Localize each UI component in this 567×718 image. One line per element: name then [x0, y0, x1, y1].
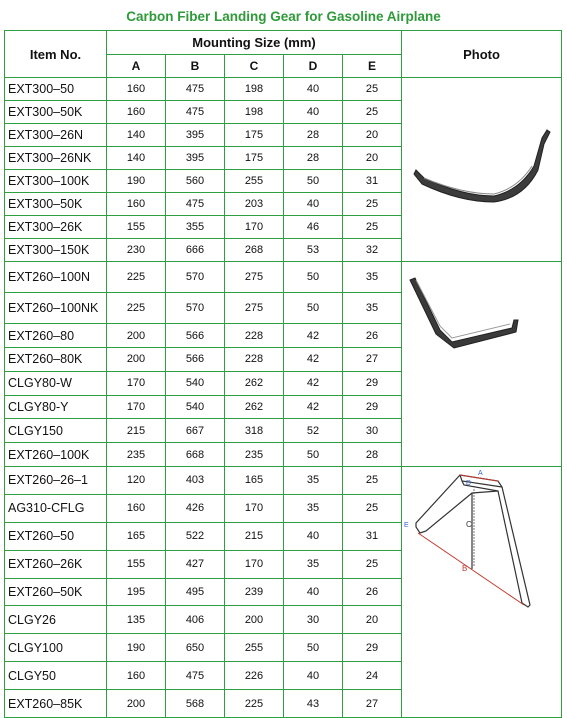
size-b-cell: 475 — [166, 101, 225, 124]
size-e-cell: 31 — [343, 170, 402, 193]
size-c-cell: 175 — [225, 124, 284, 147]
size-e-cell: 20 — [343, 606, 402, 634]
size-e-cell: 28 — [343, 443, 402, 467]
size-a-cell: 200 — [107, 690, 166, 718]
size-e-cell: 35 — [343, 293, 402, 324]
size-a-cell: 230 — [107, 239, 166, 262]
diagram-label-c: C — [466, 520, 472, 529]
header-col-a: A — [107, 55, 166, 78]
item-no-cell: EXT260–50K — [5, 578, 107, 606]
size-c-cell: 175 — [225, 147, 284, 170]
size-a-cell: 160 — [107, 494, 166, 522]
size-c-cell: 239 — [225, 578, 284, 606]
size-d-cell: 35 — [284, 467, 343, 495]
size-c-cell: 170 — [225, 216, 284, 239]
item-no-cell: EXT300–150K — [5, 239, 107, 262]
size-b-cell: 540 — [166, 371, 225, 395]
size-a-cell: 155 — [107, 216, 166, 239]
size-d-cell: 46 — [284, 216, 343, 239]
size-d-cell: 40 — [284, 522, 343, 550]
size-c-cell: 318 — [225, 419, 284, 443]
size-a-cell: 225 — [107, 262, 166, 293]
item-no-cell: EXT260–80K — [5, 347, 107, 371]
size-c-cell: 165 — [225, 467, 284, 495]
item-no-cell: EXT260–100K — [5, 443, 107, 467]
size-e-cell: 20 — [343, 124, 402, 147]
item-no-cell: CLGY100 — [5, 634, 107, 662]
size-c-cell: 200 — [225, 606, 284, 634]
diagram-label-d: D — [466, 480, 472, 487]
size-d-cell: 50 — [284, 443, 343, 467]
table-row — [5, 467, 562, 495]
size-b-cell: 475 — [166, 78, 225, 101]
size-a-cell: 225 — [107, 293, 166, 324]
photo-cell — [402, 262, 562, 467]
size-b-cell: 522 — [166, 522, 225, 550]
header-col-e: E — [343, 55, 402, 78]
dimension-line-b — [418, 533, 524, 605]
size-a-cell: 160 — [107, 101, 166, 124]
size-b-cell: 395 — [166, 147, 225, 170]
size-c-cell: 225 — [225, 690, 284, 718]
size-e-cell: 29 — [343, 371, 402, 395]
size-a-cell: 155 — [107, 550, 166, 578]
size-d-cell: 50 — [284, 293, 343, 324]
size-d-cell: 28 — [284, 147, 343, 170]
item-no-cell: EXT300–26N — [5, 124, 107, 147]
size-c-cell: 268 — [225, 239, 284, 262]
size-b-cell: 475 — [166, 662, 225, 690]
size-d-cell: 40 — [284, 578, 343, 606]
size-b-cell: 403 — [166, 467, 225, 495]
size-a-cell: 135 — [107, 606, 166, 634]
size-c-cell: 228 — [225, 347, 284, 371]
size-c-cell: 255 — [225, 170, 284, 193]
size-a-cell: 235 — [107, 443, 166, 467]
size-c-cell: 275 — [225, 293, 284, 324]
item-no-cell: AG310-CFLG — [5, 494, 107, 522]
size-c-cell: 198 — [225, 78, 284, 101]
photo-cell — [402, 467, 562, 718]
size-b-cell: 406 — [166, 606, 225, 634]
landing-gear-photo-wide — [402, 78, 560, 256]
item-no-cell: CLGY150 — [5, 419, 107, 443]
size-b-cell: 427 — [166, 550, 225, 578]
size-c-cell: 262 — [225, 371, 284, 395]
size-d-cell: 50 — [284, 262, 343, 293]
landing-gear-photo-bent — [402, 262, 560, 466]
size-d-cell: 40 — [284, 78, 343, 101]
size-b-cell: 495 — [166, 578, 225, 606]
size-e-cell: 29 — [343, 395, 402, 419]
size-a-cell: 140 — [107, 124, 166, 147]
size-d-cell: 53 — [284, 239, 343, 262]
size-b-cell: 568 — [166, 690, 225, 718]
size-c-cell: 275 — [225, 262, 284, 293]
item-no-cell: EXT260–85K — [5, 690, 107, 718]
size-a-cell: 190 — [107, 170, 166, 193]
photo-cell — [402, 78, 562, 262]
size-d-cell: 42 — [284, 371, 343, 395]
size-a-cell: 120 — [107, 467, 166, 495]
size-c-cell: 203 — [225, 193, 284, 216]
size-b-cell: 355 — [166, 216, 225, 239]
size-d-cell: 35 — [284, 550, 343, 578]
table-row — [5, 262, 562, 293]
size-e-cell: 25 — [343, 467, 402, 495]
size-b-cell: 566 — [166, 324, 225, 348]
item-no-cell: EXT300–50K — [5, 193, 107, 216]
size-d-cell: 42 — [284, 395, 343, 419]
diagram-label-e: E — [404, 522, 409, 529]
size-e-cell: 26 — [343, 578, 402, 606]
size-d-cell: 43 — [284, 690, 343, 718]
size-a-cell: 215 — [107, 419, 166, 443]
size-b-cell: 570 — [166, 293, 225, 324]
size-d-cell: 35 — [284, 494, 343, 522]
size-b-cell: 560 — [166, 170, 225, 193]
size-e-cell: 24 — [343, 662, 402, 690]
size-b-cell: 566 — [166, 347, 225, 371]
header-mounting-size: Mounting Size (mm) — [107, 31, 402, 55]
size-d-cell: 40 — [284, 193, 343, 216]
size-d-cell: 42 — [284, 347, 343, 371]
item-no-cell: EXT300–100K — [5, 170, 107, 193]
size-a-cell: 170 — [107, 371, 166, 395]
header-col-c: C — [225, 55, 284, 78]
size-c-cell: 198 — [225, 101, 284, 124]
header-item-no: Item No. — [5, 31, 107, 78]
size-c-cell: 255 — [225, 634, 284, 662]
size-e-cell: 29 — [343, 634, 402, 662]
size-b-cell: 667 — [166, 419, 225, 443]
size-c-cell: 262 — [225, 395, 284, 419]
size-c-cell: 228 — [225, 324, 284, 348]
size-d-cell: 50 — [284, 170, 343, 193]
size-a-cell: 160 — [107, 662, 166, 690]
item-no-cell: EXT300–50 — [5, 78, 107, 101]
size-a-cell: 200 — [107, 324, 166, 348]
size-a-cell: 140 — [107, 147, 166, 170]
item-no-cell: EXT300–26NK — [5, 147, 107, 170]
item-no-cell: EXT260–100NK — [5, 293, 107, 324]
size-e-cell: 32 — [343, 239, 402, 262]
item-no-cell: CLGY26 — [5, 606, 107, 634]
size-d-cell: 40 — [284, 101, 343, 124]
size-e-cell: 25 — [343, 550, 402, 578]
size-b-cell: 650 — [166, 634, 225, 662]
size-e-cell: 25 — [343, 193, 402, 216]
size-e-cell: 25 — [343, 216, 402, 239]
size-b-cell: 570 — [166, 262, 225, 293]
item-no-cell: EXT300–26K — [5, 216, 107, 239]
size-b-cell: 666 — [166, 239, 225, 262]
size-e-cell: 25 — [343, 78, 402, 101]
size-d-cell: 28 — [284, 124, 343, 147]
header-col-b: B — [166, 55, 225, 78]
size-b-cell: 475 — [166, 193, 225, 216]
size-e-cell: 20 — [343, 147, 402, 170]
item-no-cell: CLGY80-Y — [5, 395, 107, 419]
item-no-cell: EXT260–100N — [5, 262, 107, 293]
size-e-cell: 35 — [343, 262, 402, 293]
size-a-cell: 165 — [107, 522, 166, 550]
item-no-cell: CLGY80-W — [5, 371, 107, 395]
page-title: Carbon Fiber Landing Gear for Gasoline Airplane — [126, 9, 441, 24]
size-a-cell: 160 — [107, 78, 166, 101]
size-e-cell: 26 — [343, 324, 402, 348]
size-e-cell: 30 — [343, 419, 402, 443]
size-b-cell: 426 — [166, 494, 225, 522]
item-no-cell: EXT260–26K — [5, 550, 107, 578]
landing-gear-dimension-diagram — [402, 467, 560, 717]
item-no-cell: EXT300–50K — [5, 101, 107, 124]
size-b-cell: 540 — [166, 395, 225, 419]
size-a-cell: 190 — [107, 634, 166, 662]
size-e-cell: 25 — [343, 101, 402, 124]
size-d-cell: 52 — [284, 419, 343, 443]
size-a-cell: 195 — [107, 578, 166, 606]
size-d-cell: 42 — [284, 324, 343, 348]
size-c-cell: 215 — [225, 522, 284, 550]
size-c-cell: 235 — [225, 443, 284, 467]
size-d-cell: 30 — [284, 606, 343, 634]
item-no-cell: EXT260–26–1 — [5, 467, 107, 495]
header-col-d: D — [284, 55, 343, 78]
size-b-cell: 668 — [166, 443, 225, 467]
item-no-cell: EXT260–50 — [5, 522, 107, 550]
size-e-cell: 31 — [343, 522, 402, 550]
size-c-cell: 226 — [225, 662, 284, 690]
size-a-cell: 200 — [107, 347, 166, 371]
size-c-cell: 170 — [225, 550, 284, 578]
item-no-cell: EXT260–80 — [5, 324, 107, 348]
item-no-cell: CLGY50 — [5, 662, 107, 690]
size-a-cell: 170 — [107, 395, 166, 419]
diagram-label-b: B — [462, 564, 468, 573]
size-e-cell: 27 — [343, 690, 402, 718]
size-b-cell: 395 — [166, 124, 225, 147]
size-c-cell: 170 — [225, 494, 284, 522]
size-d-cell: 50 — [284, 634, 343, 662]
size-e-cell: 27 — [343, 347, 402, 371]
size-e-cell: 25 — [343, 494, 402, 522]
size-d-cell: 40 — [284, 662, 343, 690]
spec-table — [4, 30, 562, 718]
header-photo: Photo — [402, 31, 562, 78]
table-row — [5, 78, 562, 101]
diagram-label-a: A — [478, 470, 483, 477]
size-a-cell: 160 — [107, 193, 166, 216]
